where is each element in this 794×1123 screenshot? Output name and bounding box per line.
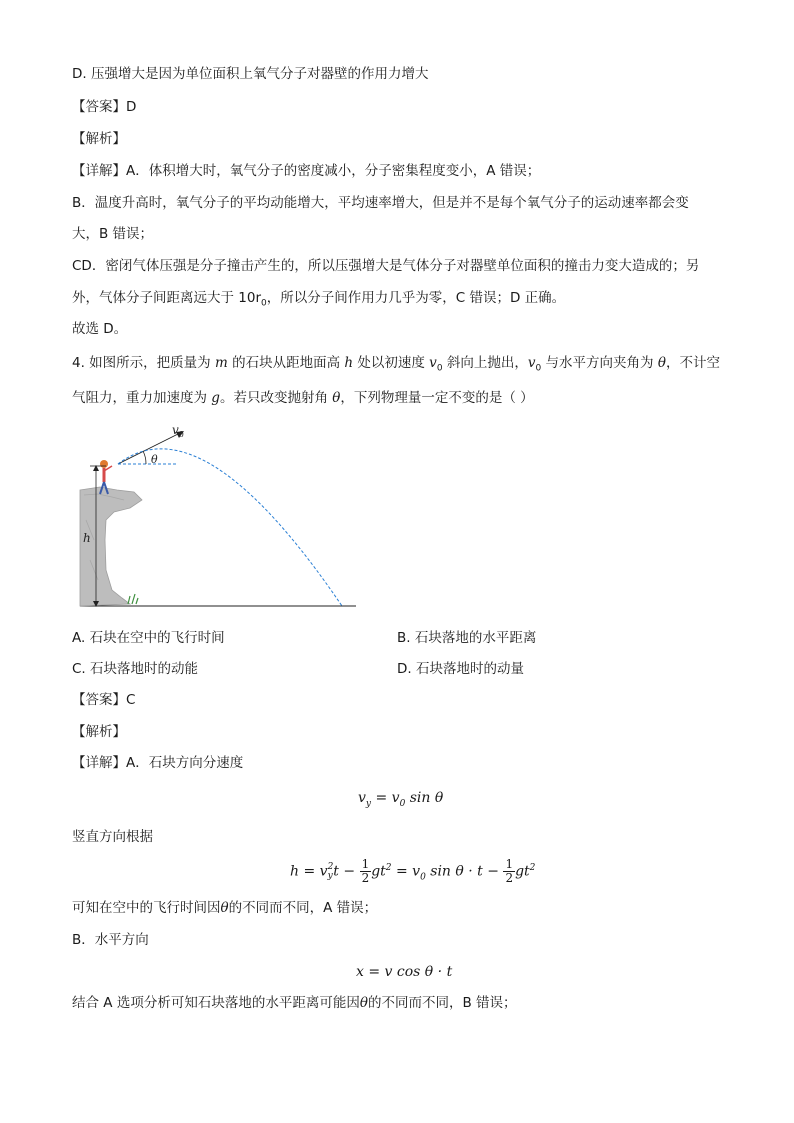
option-d-text: D. 压强增大是因为单位面积上氧气分子对器壁的作用力增大 (72, 66, 429, 82)
answer-label: 【答案】D (72, 99, 137, 115)
angle-arc (143, 451, 146, 464)
option-b: B. 石块落地的水平距离 (397, 630, 537, 646)
trajectory-curve (118, 449, 342, 606)
option-d: D. 石块落地时的动量 (397, 661, 524, 677)
detail-line: 【详解】A．石块方向分速度 (72, 755, 244, 771)
analysis-label: 【解析】 (72, 724, 126, 740)
detail-line: CD．密闭气体压强是分子撞击产生的，所以压强增大是气体分子对器壁单位面积的撞击力变大造成的；另 (72, 258, 700, 274)
answer-label: 【答案】C (72, 692, 136, 708)
theta-label: θ (151, 453, 158, 466)
v0-label: $v_0$ (172, 423, 184, 439)
detail-line: B．水平方向 (72, 932, 149, 948)
grass-icon (128, 594, 138, 604)
detail-line: B．温度升高时，氧气分子的平均动能增大，平均速率增大，但是并不是每个氧气分子的运动速率都会变 (72, 195, 689, 211)
h-label: h (83, 531, 91, 545)
detail-line: 【详解】A．体积增大时，氧气分子的密度减小，分子密集程度变小，A 错误； (72, 163, 541, 179)
option-a: A. 石块在空中的飞行时间 (72, 630, 225, 646)
analysis-label: 【解析】 (72, 131, 126, 147)
question-line: 气阻力，重力加速度为 g。若只改变抛射角 θ，下列物理量一定不变的是（ ） (72, 390, 534, 406)
cliff-shape (80, 487, 142, 606)
equation-x: x = v cos θ · t (356, 964, 453, 980)
equation-h: h = v 2 y t − $\frac{1}{2}$ $gt^2 = v_0$ sin θ · t − $\frac{1}{2}$ $gt^2$ (290, 857, 536, 886)
detail-line: 竖直方向根据 (72, 829, 153, 845)
option-c: C. 石块落地时的动能 (72, 661, 199, 677)
question-line: 4. 如图所示，把质量为 m 的石块从距地面高 h 处以初速度 $v_0$ 斜向上抛出，$v_0$ 与水平方向夹角为 θ，不计空 (72, 355, 720, 374)
detail-line: 可知在空中的飞行时间因θ的不同而不同，A 错误； (72, 900, 378, 916)
conclusion-line: 故选 D。 (72, 321, 128, 337)
equation-vy: $v_y = v_0$ sin θ (358, 790, 444, 809)
projectile-figure (72, 420, 362, 610)
detail-line: 大，B 错误； (72, 226, 154, 242)
detail-line: 外，气体分子间距离远大于 $10r_0$，所以分子间作用力几乎为零，C 错误；D 正确。 (72, 290, 566, 309)
detail-line: 结合 A 选项分析可知石块落地的水平距离可能因θ的不同而不同，B 错误； (72, 995, 517, 1011)
